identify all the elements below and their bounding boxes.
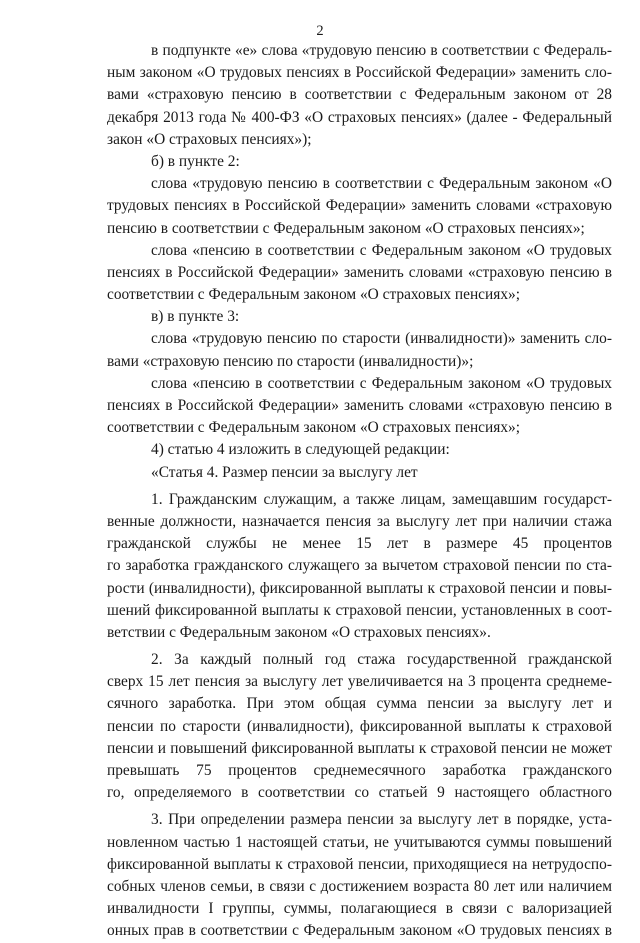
- text-line: пенсии по старости (инвалидности), фиксированной выплаты к страховой: [107, 717, 612, 735]
- text-line: рости (инвалидности), фиксированной выплаты к страховой пенсии и повы-: [107, 579, 612, 597]
- text-line: слова «пенсию в соответствии с Федеральным законом «О трудовых: [151, 374, 612, 392]
- text-line: сячного заработка. При этом общая сумма пенсии за выслугу лет и: [107, 695, 612, 713]
- text-line: слова «трудовую пенсию по старости (инвалидности)» заменить сло-: [151, 330, 612, 348]
- page-number: 2: [316, 23, 324, 39]
- text-line: фиксированной выплаты к страховой пенсии, приходящиеся на нетрудоспо-: [107, 855, 612, 873]
- text-line: шений фиксированной выплаты к страховой пенсии, установленных в соот-: [107, 601, 612, 619]
- text-line: пенсию в соответствии с Федеральным законом «О страховых пенсиях»;: [107, 219, 585, 237]
- text-line: трудовых пенсиях в Российской Федерации» заменить словами «страховую: [107, 197, 612, 215]
- text-line: в подпункте «е» слова «трудовую пенсию в соответствии с Федераль-: [151, 42, 612, 59]
- text-line: «Статья 4. Размер пенсии за выслугу лет: [151, 463, 418, 481]
- text-line: инвалидности I группы, суммы, полагающиеся в связи с валоризацией: [107, 900, 612, 918]
- text-line: новленном частью 1 настоящей статьи, не учитываются суммы повышений: [107, 833, 612, 851]
- text-line: 1. Гражданским служащим, а также лицам, замещавшим государст-: [151, 490, 612, 508]
- text-line: закон «О страховых пенсиях»);: [107, 130, 312, 148]
- body-text: [107, 40, 612, 943]
- text-line: гражданской службы не менее 15 лет в размере 45 процентов: [107, 535, 612, 553]
- text-line: пенсии и повышений фиксированной выплаты к страховой пенсии не может: [107, 739, 612, 757]
- text-line: слова «пенсию в соответствии с Федеральным законом «О трудовых: [151, 241, 612, 259]
- text-line: слова «трудовую пенсию в соответствии с Федеральным законом «О: [151, 175, 612, 193]
- text-line: соответствии с Федеральным законом «О страховых пенсиях»;: [107, 419, 520, 437]
- text-line: сверх 15 лет пенсия за выслугу лет увеличивается на 3 процента среднеме-: [107, 673, 612, 691]
- text-line: 3. При определении размера пенсии за выслугу лет в порядке, уста-: [151, 811, 612, 829]
- text-line: 4) статью 4 изложить в следующей редакции:: [151, 441, 450, 459]
- text-line: го заработка гражданского служащего за вычетом страховой пенсии по ста-: [107, 557, 612, 575]
- text-line: б) в пункте 2:: [151, 152, 240, 170]
- text-line: соответствии с Федеральным законом «О страховых пенсиях»;: [107, 286, 520, 304]
- text-line: превышать 75 процентов среднемесячного заработка гражданского: [107, 762, 612, 779]
- text-line: онных прав в соответствии с Федеральным законом «О трудовых пенсиях в: [107, 922, 612, 940]
- text-line: собных членов семьи, в связи с достижением возраста 80 лет или наличием: [107, 877, 612, 895]
- text-line: ным законом «О трудовых пенсиях в Российской Федерации» заменить сло-: [107, 64, 612, 82]
- text-line: пенсиях в Российской Федерации» заменить словами «страховую пенсию в: [107, 397, 612, 414]
- text-line: пенсиях в Российской Федерации» заменить словами «страховую пенсию в: [107, 263, 612, 281]
- text-line: в) в пункте 3:: [151, 308, 240, 326]
- text-line: вами «страховую пенсию по старости (инвалидности)»;: [107, 352, 474, 370]
- text-line: декабря 2013 года № 400-ФЗ «О страховых пенсиях» (далее - Федеральный: [107, 108, 612, 126]
- text-line: ветствии с Федеральным законом «О страховых пенсиях».: [107, 623, 491, 641]
- text-line: вами «страховую пенсию в соответствии с Федеральным законом от 28: [107, 86, 612, 104]
- text-line: венные должности, назначается пенсия за выслугу лет при наличии стажа: [107, 512, 612, 530]
- text-line: го, определяемого в соответствии со статьей 9 настоящего областного: [107, 784, 612, 802]
- text-line: 2. За каждый полный год стажа государственной гражданской: [151, 651, 612, 669]
